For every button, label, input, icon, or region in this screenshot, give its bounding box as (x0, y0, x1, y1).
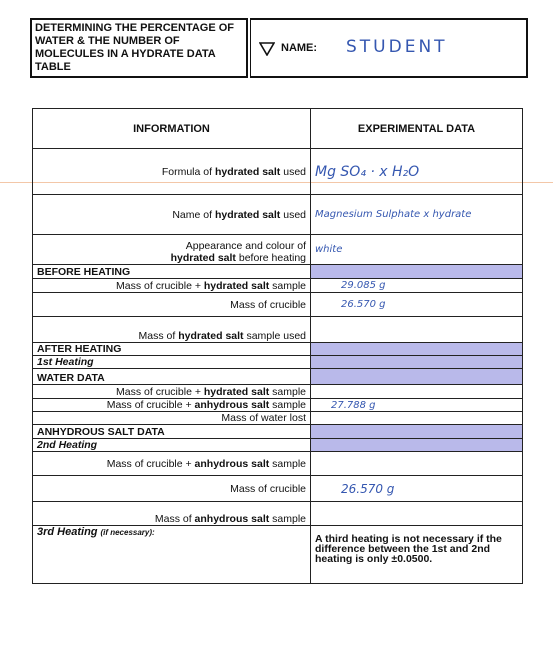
table-row (33, 293, 523, 317)
appearance-value[interactable]: white (311, 235, 523, 265)
water-data-heading: WATER DATA (33, 369, 311, 385)
table-row (33, 265, 523, 279)
table-row (33, 526, 523, 584)
table-row (33, 425, 523, 439)
hydrated-used-label: Mass of hydrated salt sample used (33, 317, 311, 343)
third-heating-cell: 3rd Heating (if necessary): (33, 526, 311, 584)
crucible-hydrated-label: Mass of crucible + hydrated salt sample (33, 279, 311, 293)
second-heating-heading: 2nd Heating (33, 439, 311, 452)
water-lost-label: Mass of water lost (33, 412, 311, 425)
table-row (33, 195, 523, 235)
salt-name-value[interactable]: Magnesium Sulphate x hydrate (311, 195, 523, 235)
table-row (33, 385, 523, 399)
table-row (33, 235, 523, 265)
appearance-label: Appearance and colour of hydrated salt before heating (33, 235, 311, 265)
experimental-header: EXPERIMENTAL DATA (311, 109, 523, 149)
shaded-cell (311, 439, 523, 452)
as-crucible-anhydrous-value[interactable] (311, 452, 523, 476)
table-row (33, 439, 523, 452)
anhydrous-mass-value[interactable] (311, 502, 523, 526)
table-row (33, 343, 523, 356)
table-row (33, 356, 523, 369)
after-heating-heading: AFTER HEATING (33, 343, 311, 356)
water-lost-value[interactable] (311, 412, 523, 425)
hydrated-used-value[interactable] (311, 317, 523, 343)
table-row (33, 149, 523, 195)
table-row (33, 452, 523, 476)
mass-crucible-2-value[interactable]: 26.570 g (311, 476, 523, 502)
table-row (33, 476, 523, 502)
before-heating-heading: BEFORE HEATING (33, 265, 311, 279)
wd-crucible-hydrated-label: Mass of crucible + hydrated salt sample (33, 385, 311, 399)
wd-crucible-anhydrous-label: Mass of crucible + anhydrous salt sample (33, 399, 311, 412)
formula-label: Formula of hydrated salt used (33, 149, 311, 195)
mass-crucible-label: Mass of crucible (33, 293, 311, 317)
wd-crucible-anhydrous-value[interactable]: 27.788 g (311, 399, 523, 412)
as-crucible-anhydrous-label: Mass of crucible + anhydrous salt sample (33, 452, 311, 476)
mass-crucible-2-label: Mass of crucible (33, 476, 311, 502)
table-row (33, 412, 523, 425)
shaded-cell (311, 369, 523, 385)
hydrate-data-table (32, 108, 523, 584)
name-value[interactable]: STUDENT (346, 37, 448, 57)
mass-crucible-value[interactable]: 26.570 g (311, 293, 523, 317)
shaded-cell (311, 425, 523, 439)
first-heating-heading: 1st Heating (33, 356, 311, 369)
wd-crucible-hydrated-value[interactable] (311, 385, 523, 399)
table-row (33, 317, 523, 343)
worksheet-title: DETERMINING THE PERCENTAGE OF WATER & THE NUMBER OF MOLECULES IN A HYDRATE DATA TABLE (30, 18, 248, 78)
salt-name-label: Name of hydrated salt used (33, 195, 311, 235)
anhydrous-mass-label: Mass of anhydrous salt sample (33, 502, 311, 526)
crucible-hydrated-value[interactable]: 29.085 g (311, 279, 523, 293)
name-box (250, 18, 528, 78)
triangle-down-icon (259, 42, 275, 56)
table-row (33, 399, 523, 412)
name-label: NAME: (281, 42, 318, 54)
anhydrous-data-heading: ANHYDROUS SALT DATA (33, 425, 311, 439)
shaded-cell (311, 356, 523, 369)
formula-value[interactable]: Mg SO₄ · x H₂O (311, 149, 523, 195)
table-header-row (33, 109, 523, 149)
third-heating-note: A third heating is not necessary if the difference between the 1st and 2nd heating is only ±0.0500. (311, 526, 523, 584)
table-row (33, 279, 523, 293)
shaded-cell (311, 343, 523, 356)
table-row (33, 369, 523, 385)
shaded-cell (311, 265, 523, 279)
table-row (33, 502, 523, 526)
information-header: INFORMATION (33, 109, 311, 149)
